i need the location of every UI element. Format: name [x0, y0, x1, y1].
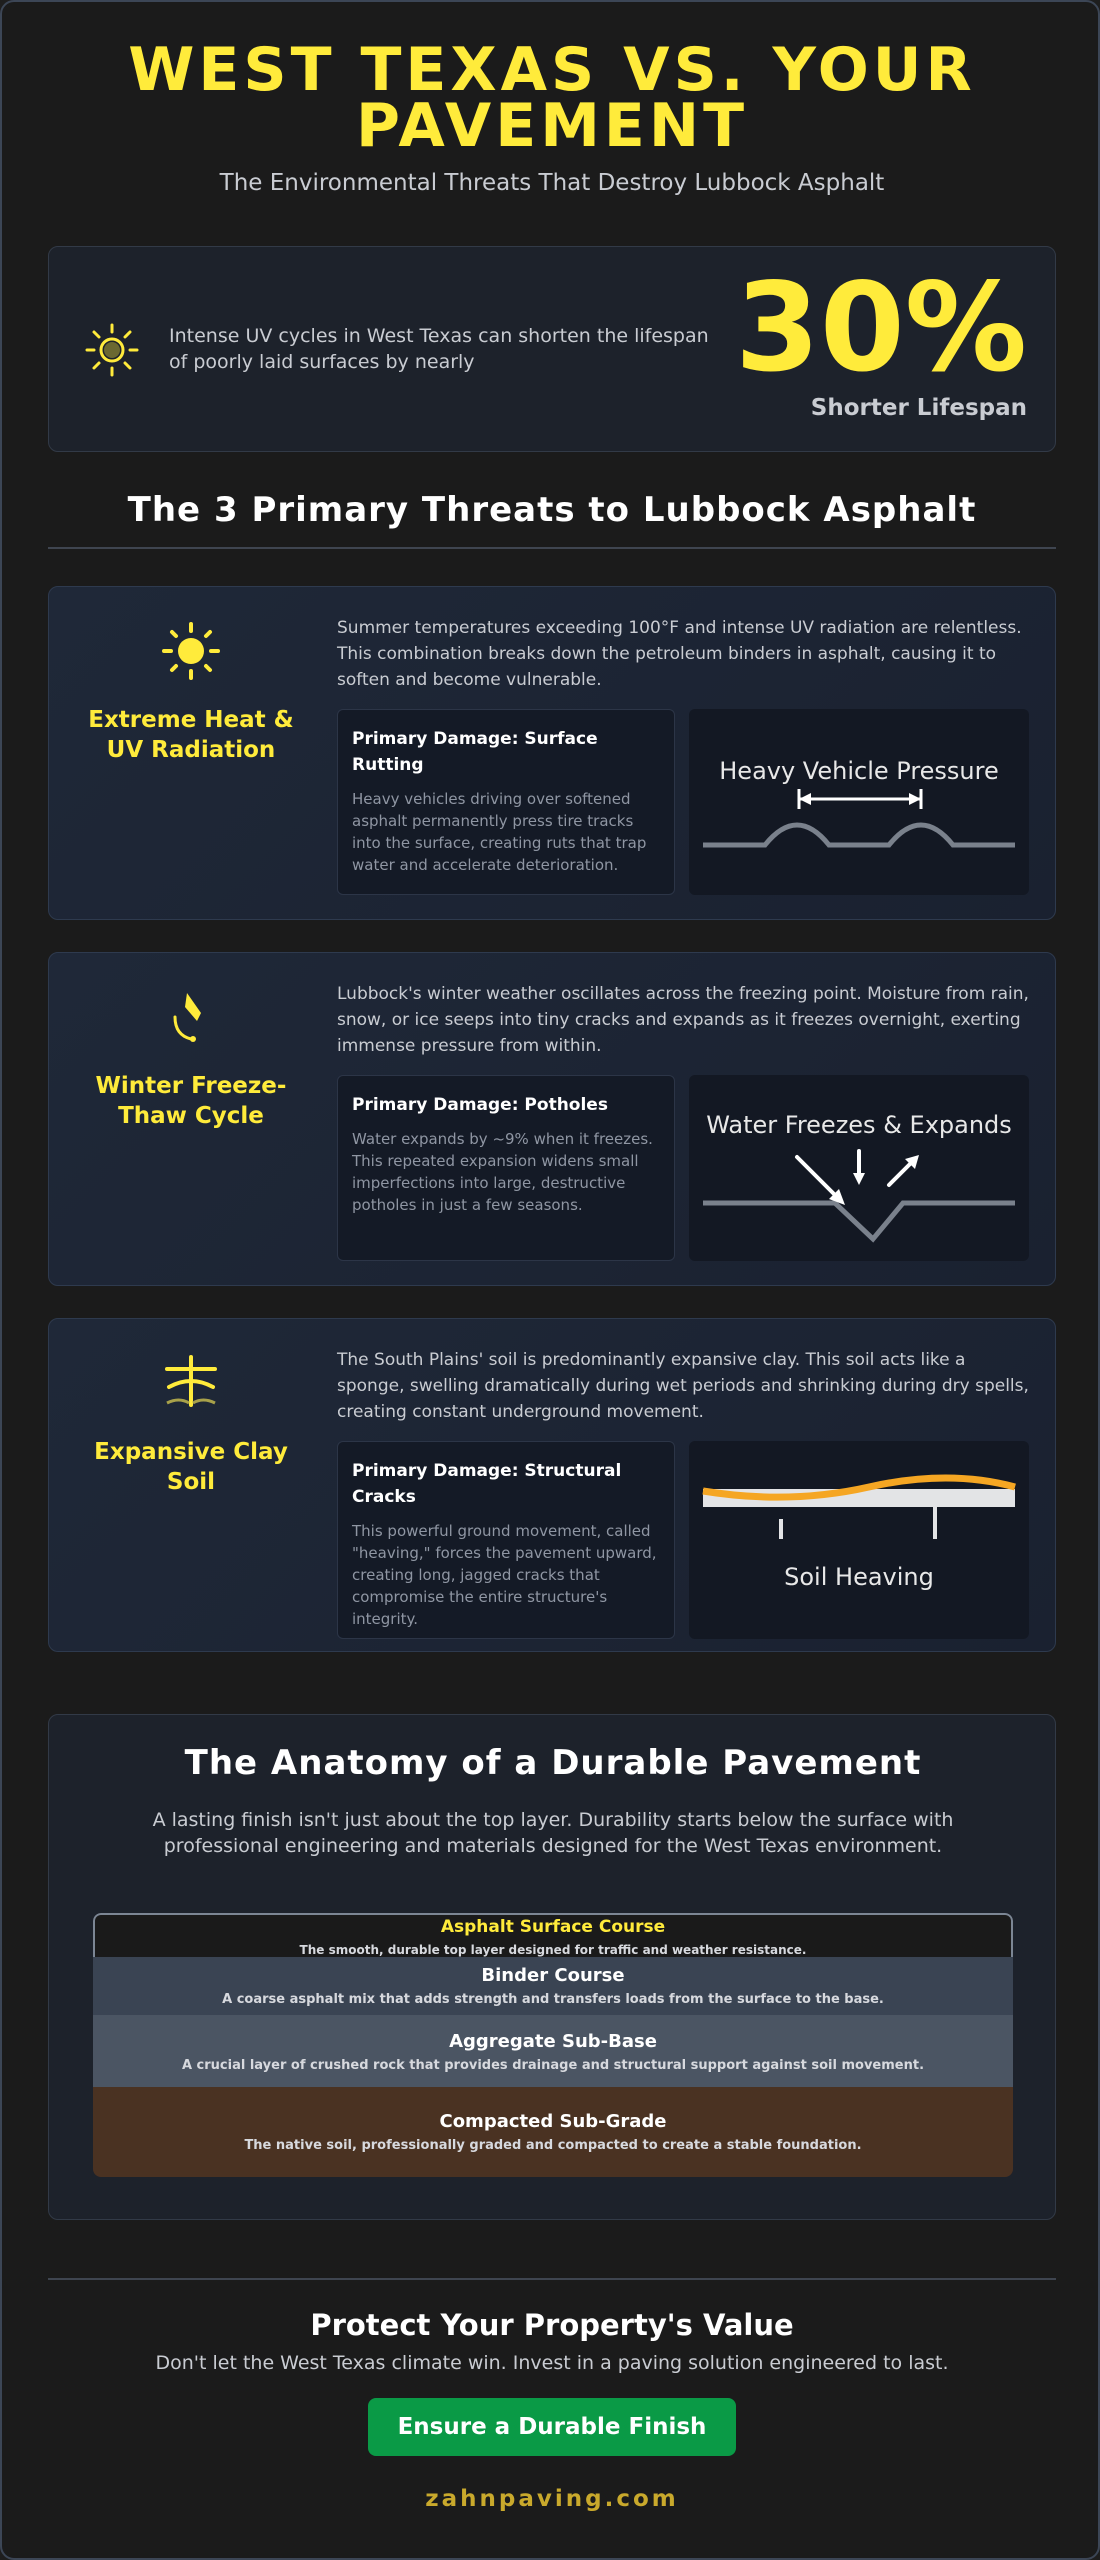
layer-compacted-sub-grade — [93, 2087, 1013, 2177]
damage-box — [337, 1441, 675, 1639]
layer-binder-course — [93, 1957, 1013, 2015]
rutting-diagram — [689, 709, 1029, 895]
illustration-caption: Water Freezes & Expands — [706, 1111, 1012, 1139]
layer-surface-course — [93, 1913, 1013, 1957]
brand-website: zahnpaving.com — [425, 2486, 679, 2512]
layer-name: Aggregate Sub-Base — [449, 2031, 657, 2052]
threat-description: Summer temperatures exceeding 100°F and intense UV radiation are relentless. This combination breaks down the petroleum binders in asphalt, causing it to soften and become vulnerable. — [337, 618, 1022, 690]
freeze-icon — [161, 987, 221, 1047]
illustration-caption: Soil Heaving — [784, 1563, 934, 1591]
illustration-caption: Heavy Vehicle Pressure — [719, 757, 999, 785]
anatomy-title: The Anatomy of a Durable Pavement — [184, 1743, 922, 1783]
pavement-layer-stack — [93, 1913, 1013, 2177]
damage-box — [337, 709, 675, 895]
damage-title: Primary Damage: Surface Rutting — [352, 729, 598, 775]
threat-name: Expansive Clay Soil — [94, 1439, 288, 1495]
threat-card-freeze-thaw — [48, 952, 1056, 1286]
stat-description: Intense UV cycles in West Texas can shorten the lifespan of poorly laid surfaces by nearly — [169, 325, 709, 373]
threat-description: Lubbock's winter weather oscillates across the freezing point. Moisture from rain, snow, or ice seeps into tiny cracks and expands as it freezes overnight, exerting immense pressure from within. — [337, 984, 1029, 1056]
layer-name: Compacted Sub-Grade — [439, 2111, 667, 2132]
page-subtitle: The Environmental Threats That Destroy Lubbock Asphalt — [219, 170, 885, 196]
damage-title: Primary Damage: Potholes — [352, 1095, 608, 1115]
freeze-diagram — [689, 1075, 1029, 1261]
ensure-durable-finish-button[interactable]: Ensure a Durable Finish — [368, 2398, 736, 2456]
threat-name: Winter Freeze-Thaw Cycle — [95, 1073, 287, 1129]
footer-divider — [48, 2278, 1056, 2280]
layer-name: Asphalt Surface Course — [440, 1917, 666, 1937]
stat-label: Shorter Lifespan — [810, 395, 1027, 421]
freeze-illustration — [689, 1075, 1029, 1261]
sun-icon — [161, 621, 221, 681]
cta-title: Protect Your Property's Value — [310, 2308, 794, 2342]
layer-aggregate-sub-base — [93, 2015, 1013, 2087]
layer-name: Binder Course — [481, 1965, 625, 1986]
damage-text: This powerful ground movement, called "heaving," forces the pavement upward, creating long, jagged cracks that compromise the entire structure's integrity. — [352, 1522, 657, 1628]
anatomy-description: A lasting finish isn't just about the top layer. Durability starts below the surface with professional engineering and materials designed for the West Texas environment. — [152, 1809, 954, 1857]
clay-soil-icon — [161, 1353, 221, 1413]
threat-description: The South Plains' soil is predominantly expansive clay. This soil acts like a sponge, swelling dramatically during wet periods and shrinking during dry spells, creating constant underground movement. — [337, 1350, 1029, 1422]
layer-description: The native soil, professionally graded and compacted to create a stable foundation. — [244, 2138, 862, 2153]
layer-description: A crucial layer of crushed rock that provides drainage and structural support against soil movement. — [181, 2058, 925, 2073]
page-title-line-1: WEST TEXAS VS. YOUR — [128, 35, 976, 105]
threat-card-heat — [48, 586, 1056, 920]
cta-text: Don't let the West Texas climate win. Invest in a paving solution engineered to last. — [155, 2352, 949, 2374]
section-divider — [48, 547, 1056, 549]
page-title — [2, 35, 1100, 161]
damage-box — [337, 1075, 675, 1261]
threat-card-clay-soil — [48, 1318, 1056, 1652]
pavement-anatomy-card — [48, 1714, 1056, 2220]
rutting-illustration — [689, 709, 1029, 895]
heaving-diagram — [689, 1441, 1029, 1639]
layer-description: A coarse asphalt mix that adds strength and transfers loads from the surface to the base. — [222, 1992, 884, 2007]
heaving-illustration — [689, 1441, 1029, 1639]
layer-description: The smooth, durable top layer designed for traffic and weather resistance. — [299, 1943, 807, 1957]
damage-title: Primary Damage: Structural Cracks — [352, 1461, 622, 1507]
damage-text: Water expands by ~9% when it freezes. This repeated expansion widens small imperfections into large, destructive potholes in just a few seasons. — [352, 1130, 653, 1214]
lifespan-stat-card — [48, 246, 1056, 452]
sun-icon — [83, 321, 141, 379]
threat-name: Extreme Heat & UV Radiation — [88, 707, 294, 763]
damage-text: Heavy vehicles driving over softened asphalt permanently press tire tracks into the surface, creating ruts that trap water and accelerate deterioration. — [352, 790, 647, 874]
page-title-line-2: PAVEMENT — [355, 91, 749, 161]
threats-section-title: The 3 Primary Threats to Lubbock Asphalt — [127, 490, 977, 530]
stat-value: 30% — [734, 257, 1027, 399]
